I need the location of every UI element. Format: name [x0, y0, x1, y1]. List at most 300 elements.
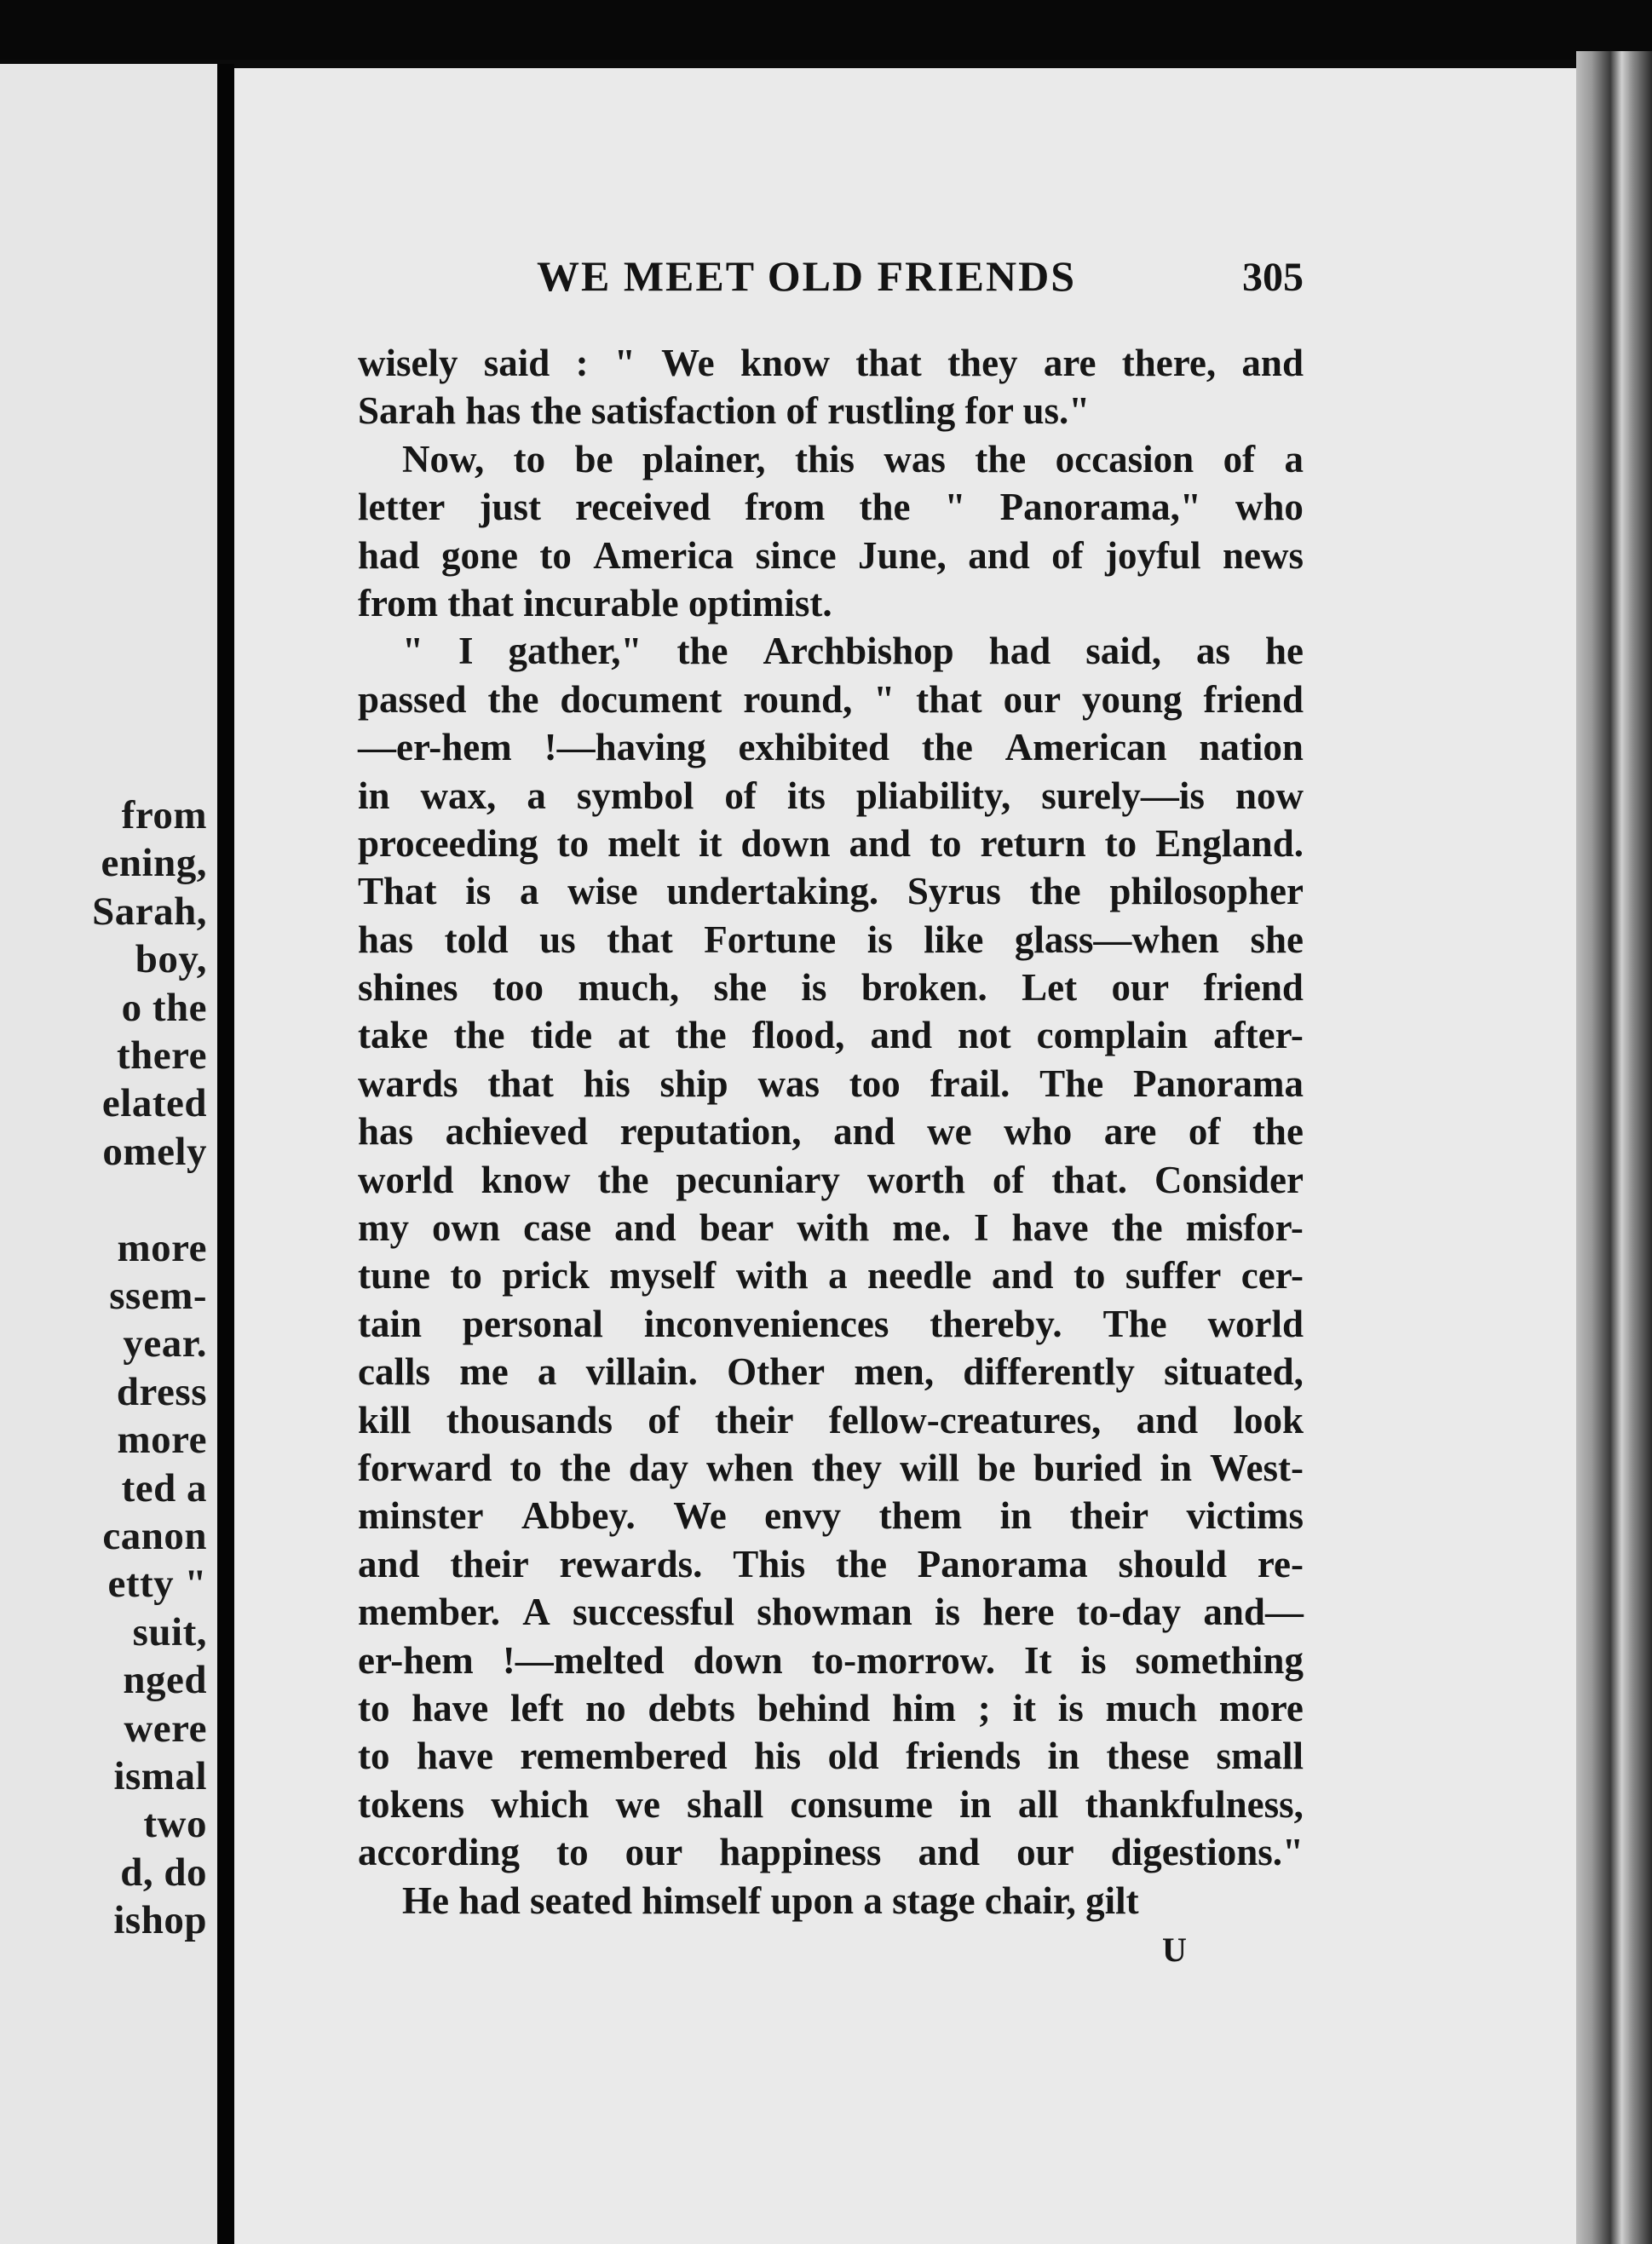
- word: our: [1111, 966, 1170, 1010]
- word: his: [583, 1062, 630, 1105]
- word: reputation,: [619, 1110, 802, 1154]
- left-page-line: Sarah,: [92, 889, 207, 934]
- left-page-line: more: [117, 1418, 207, 1463]
- word: ship: [659, 1062, 728, 1105]
- word: the: [836, 1542, 887, 1585]
- word: take: [358, 1014, 429, 1057]
- text-line: Sarah has the satisfaction of rustling for us.": [358, 389, 1091, 433]
- word: they: [811, 1446, 882, 1489]
- text-line: [358, 1300, 1304, 1348]
- word: of: [648, 1398, 680, 1441]
- word: showman: [757, 1591, 912, 1634]
- word: has: [358, 1110, 414, 1154]
- word: are: [1103, 1110, 1157, 1154]
- word: me.: [892, 1206, 951, 1250]
- word: and: [833, 1110, 895, 1154]
- text-line: [358, 435, 1304, 483]
- word: these: [1106, 1735, 1190, 1778]
- word: as: [1195, 630, 1230, 673]
- word: that.: [1051, 1158, 1128, 1201]
- word: joyful: [1105, 533, 1201, 577]
- word: ": [613, 342, 636, 384]
- word: prick: [502, 1254, 590, 1297]
- left-page-line: year.: [123, 1321, 207, 1367]
- word: successful: [573, 1591, 735, 1634]
- text-line: [358, 1108, 1304, 1155]
- word: the: [487, 677, 539, 721]
- word: Other: [727, 1350, 826, 1394]
- word: Panorama: [1133, 1062, 1304, 1105]
- word: much: [1105, 1686, 1197, 1729]
- word: fellow-creatures,: [828, 1398, 1102, 1441]
- word: I: [458, 630, 474, 673]
- word: The: [1102, 1302, 1167, 1345]
- word: a: [537, 1350, 557, 1394]
- word: of: [1188, 1110, 1221, 1154]
- word: to-day: [1076, 1591, 1182, 1634]
- word: has: [358, 918, 414, 961]
- word: buried: [1033, 1446, 1143, 1489]
- word: it: [699, 821, 722, 865]
- word: who: [1004, 1110, 1073, 1154]
- word: and—: [1203, 1591, 1304, 1634]
- word: member.: [358, 1591, 501, 1634]
- word: and: [968, 533, 1030, 577]
- text-line: [358, 1684, 1304, 1732]
- text-line: [358, 339, 1304, 387]
- word: thereby.: [930, 1302, 1062, 1345]
- word: it: [1012, 1686, 1036, 1729]
- word: —er-hem: [358, 726, 512, 769]
- word: case: [523, 1206, 592, 1250]
- word: tide: [530, 1014, 593, 1057]
- text-line: [358, 964, 1304, 1011]
- word: happiness: [719, 1831, 882, 1874]
- word: be: [574, 437, 613, 480]
- word: in: [358, 774, 390, 817]
- word: plainer,: [642, 437, 766, 480]
- word: re-: [1257, 1542, 1304, 1585]
- word: tokens: [358, 1782, 465, 1826]
- text-line: [358, 532, 1304, 579]
- word: and: [849, 821, 912, 865]
- word: friend: [1203, 677, 1304, 721]
- word: passed: [358, 677, 467, 721]
- word: of: [992, 1158, 1025, 1201]
- word: know: [481, 1158, 571, 1201]
- word: kill: [358, 1398, 412, 1441]
- word: wisely: [358, 342, 458, 384]
- word: Archbishop: [763, 630, 954, 673]
- text-line: [358, 820, 1304, 867]
- word: to: [1073, 1254, 1106, 1297]
- word: gather,": [508, 630, 642, 673]
- word: We: [661, 342, 715, 384]
- word: with: [735, 1254, 809, 1297]
- word: occasion: [1055, 437, 1194, 480]
- word: news: [1222, 533, 1304, 577]
- text-line: [358, 1396, 1304, 1444]
- word: wards: [358, 1062, 458, 1105]
- word: there,: [1121, 342, 1217, 384]
- word: situated,: [1164, 1350, 1304, 1394]
- word: the: [975, 437, 1027, 480]
- word: suffer: [1125, 1254, 1222, 1297]
- text-line: [358, 1060, 1304, 1108]
- word: and: [614, 1206, 676, 1250]
- word: a: [828, 1254, 848, 1297]
- word: men,: [854, 1350, 935, 1394]
- word: to: [509, 1446, 542, 1489]
- word: they: [947, 342, 1018, 384]
- word: received: [575, 486, 711, 529]
- left-page-line: ening,: [101, 841, 207, 886]
- word: young: [1082, 677, 1183, 721]
- left-page-line: more: [117, 1225, 207, 1270]
- word: all: [1017, 1782, 1059, 1826]
- word: wax,: [420, 774, 497, 817]
- page-number: 305: [1242, 255, 1304, 300]
- word: bear: [699, 1206, 774, 1250]
- word: gone: [440, 533, 518, 577]
- word: to: [539, 533, 572, 577]
- word: the: [676, 630, 728, 673]
- word: we: [927, 1110, 972, 1154]
- text-line: from that incurable optimist.: [358, 581, 832, 624]
- text-line: He had seated himself upon a stage chair, gilt: [402, 1879, 1139, 1922]
- text-line: [358, 1781, 1304, 1828]
- word: its: [786, 774, 826, 817]
- word: left: [509, 1686, 564, 1729]
- left-page-line: two: [143, 1802, 207, 1847]
- word: remembered: [520, 1735, 728, 1778]
- word: have: [1011, 1206, 1089, 1250]
- text-line: [358, 1540, 1304, 1588]
- word: and: [1241, 342, 1304, 384]
- word: pecuniary: [676, 1158, 840, 1201]
- word: melt: [607, 821, 681, 865]
- word: wise: [567, 870, 638, 913]
- word: the: [559, 1446, 611, 1489]
- word: the: [921, 726, 973, 769]
- word: cer-: [1240, 1254, 1304, 1297]
- left-page-line: etty ": [107, 1562, 207, 1607]
- word: :: [575, 342, 589, 384]
- word: a: [1284, 437, 1304, 480]
- word: inconveniences: [643, 1302, 889, 1345]
- word: the: [1252, 1110, 1304, 1154]
- text-line: [358, 1732, 1304, 1780]
- word: that: [916, 677, 982, 721]
- word: our: [1016, 1831, 1074, 1874]
- word: digestions.": [1110, 1831, 1304, 1874]
- word: me: [459, 1350, 509, 1394]
- word: and: [1136, 1398, 1199, 1441]
- left-page-line: ishop: [113, 1898, 207, 1943]
- text-line: [358, 1156, 1304, 1204]
- left-page-line: elated: [101, 1081, 207, 1126]
- word: minster: [358, 1494, 484, 1538]
- word: had: [358, 533, 420, 577]
- word: world: [358, 1158, 454, 1201]
- word: proceeding: [358, 821, 538, 865]
- word: Syrus: [907, 870, 1001, 913]
- word: !—melted: [502, 1638, 665, 1682]
- word: rewards.: [559, 1542, 703, 1585]
- word: A: [522, 1591, 550, 1634]
- word: ": [873, 677, 895, 721]
- left-page-line: omely: [102, 1129, 207, 1174]
- word: since: [755, 533, 837, 577]
- word: to: [358, 1735, 390, 1778]
- word: which: [491, 1782, 590, 1826]
- word: the: [859, 486, 911, 529]
- left-page-line: suit,: [132, 1609, 207, 1654]
- word: their: [450, 1542, 529, 1585]
- word: a: [527, 774, 546, 817]
- word: too: [849, 1062, 901, 1105]
- word: much,: [578, 966, 680, 1010]
- word: and: [918, 1831, 981, 1874]
- word: We: [673, 1494, 727, 1538]
- word: friends: [906, 1735, 1022, 1778]
- word: to: [556, 821, 590, 865]
- word: personal: [462, 1302, 603, 1345]
- word: in: [1047, 1735, 1080, 1778]
- word: nation: [1199, 726, 1304, 769]
- word: according: [358, 1831, 520, 1874]
- word: calls: [358, 1350, 430, 1394]
- word: now: [1235, 774, 1304, 817]
- left-page-line: dress: [116, 1369, 207, 1414]
- word: our: [1003, 677, 1062, 721]
- text-line: [358, 1828, 1304, 1876]
- word: him: [892, 1686, 957, 1729]
- text-line: [358, 1444, 1304, 1492]
- word: Panorama,": [999, 486, 1201, 529]
- word: be: [976, 1446, 1016, 1489]
- word: is: [1080, 1638, 1107, 1682]
- word: worth: [866, 1158, 965, 1201]
- word: pliability,: [855, 774, 1011, 817]
- word: er-hem: [358, 1638, 474, 1682]
- word: Panorama: [917, 1542, 1088, 1585]
- word: friend: [1203, 966, 1304, 1010]
- word: misfor-: [1185, 1206, 1304, 1250]
- word: differently: [963, 1350, 1135, 1394]
- text-line: [358, 772, 1304, 820]
- text-line: [358, 676, 1304, 723]
- word: this: [794, 437, 855, 480]
- word: symbol: [576, 774, 694, 817]
- word: look: [1233, 1398, 1304, 1441]
- book-gutter: [217, 64, 234, 2244]
- word: is: [866, 918, 893, 961]
- text-line: [358, 1251, 1304, 1299]
- word: exhibited: [738, 726, 889, 769]
- word: of: [1223, 437, 1256, 480]
- left-page-line: were: [124, 1706, 207, 1751]
- signature-mark: U: [1162, 1930, 1187, 1969]
- text-line: [358, 867, 1304, 915]
- word: needle: [867, 1254, 972, 1297]
- word: the: [597, 1158, 649, 1201]
- page-edge: [1576, 51, 1652, 2244]
- text-line: [358, 1204, 1304, 1251]
- word: their: [1069, 1494, 1149, 1538]
- word: to: [556, 1831, 589, 1874]
- word: round,: [743, 677, 853, 721]
- word: told: [444, 918, 509, 961]
- word: I: [974, 1206, 989, 1250]
- word: she: [713, 966, 768, 1010]
- word: forward: [358, 1446, 492, 1489]
- word: own: [432, 1206, 501, 1250]
- word: from: [745, 486, 826, 529]
- left-page-fragment: [0, 64, 217, 2244]
- word: villain.: [585, 1350, 698, 1394]
- left-page-line: ismal: [113, 1754, 207, 1798]
- word: here: [982, 1591, 1055, 1634]
- word: world: [1207, 1302, 1304, 1345]
- word: return: [980, 821, 1086, 865]
- word: know: [740, 342, 830, 384]
- word: is: [801, 966, 827, 1010]
- word: June,: [858, 533, 947, 577]
- text-line: [358, 1348, 1304, 1395]
- word: ": [944, 486, 966, 529]
- word: debts: [648, 1686, 735, 1729]
- text-line: [358, 1011, 1304, 1059]
- word: our: [625, 1831, 683, 1874]
- word: was: [884, 437, 946, 480]
- word: that: [607, 918, 673, 961]
- text-line: [358, 1588, 1304, 1636]
- text-line: [358, 627, 1304, 675]
- word: philosopher: [1109, 870, 1304, 913]
- word: Abbey.: [521, 1494, 636, 1538]
- word: down: [693, 1638, 783, 1682]
- word: glass—when: [1014, 918, 1219, 961]
- word: complain: [1036, 1014, 1189, 1057]
- word: undertaking.: [666, 870, 879, 913]
- body-text: [358, 339, 1304, 1925]
- word: with: [797, 1206, 870, 1250]
- left-page-line: ted a: [121, 1465, 207, 1510]
- word: Consider: [1154, 1158, 1304, 1201]
- word: thankfulness,: [1085, 1782, 1304, 1826]
- word: at: [618, 1014, 650, 1057]
- word: !—having: [544, 726, 706, 769]
- word: the: [1111, 1206, 1163, 1250]
- word: and: [870, 1014, 933, 1057]
- word: small: [1216, 1735, 1304, 1778]
- text-line: [358, 1492, 1304, 1539]
- word: tune: [358, 1254, 431, 1297]
- word: in: [999, 1494, 1033, 1538]
- word: she: [1250, 918, 1304, 961]
- word: West-: [1209, 1446, 1304, 1489]
- word: It: [1023, 1638, 1052, 1682]
- word: myself: [609, 1254, 717, 1297]
- word: to: [1104, 821, 1137, 865]
- word: of: [724, 774, 757, 817]
- word: American: [1004, 726, 1167, 769]
- left-page-line: canon: [102, 1514, 207, 1558]
- left-page-line: ssem-: [109, 1274, 207, 1318]
- word: old: [827, 1735, 879, 1778]
- left-page-line: there: [116, 1033, 207, 1078]
- word: is: [465, 870, 492, 913]
- word: that: [487, 1062, 554, 1105]
- word: down: [740, 821, 831, 865]
- word: ;: [977, 1686, 991, 1729]
- word: like: [924, 918, 984, 961]
- word: in: [1160, 1446, 1192, 1489]
- word: That: [358, 870, 437, 913]
- word: my: [358, 1206, 409, 1250]
- left-page-line: nged: [123, 1658, 207, 1703]
- word: to: [450, 1254, 482, 1297]
- word: his: [754, 1735, 802, 1778]
- word: too: [492, 966, 544, 1010]
- word: a: [519, 870, 539, 913]
- word: just: [479, 486, 541, 529]
- word: the: [1029, 870, 1081, 913]
- left-page-line: from: [121, 793, 207, 837]
- word: ": [402, 630, 423, 673]
- word: Let: [1022, 966, 1078, 1010]
- word: we: [615, 1782, 660, 1826]
- word: America: [593, 533, 734, 577]
- word: England.: [1155, 821, 1304, 865]
- scan-background-top: [0, 0, 1652, 60]
- word: consume: [790, 1782, 933, 1826]
- left-page-line: boy,: [135, 937, 207, 982]
- left-page-line: o the: [121, 985, 207, 1030]
- word: more: [1218, 1686, 1304, 1729]
- word: flood,: [751, 1014, 845, 1057]
- word: behind: [757, 1686, 871, 1729]
- word: no: [585, 1686, 626, 1729]
- word: who: [1235, 486, 1304, 529]
- word: to: [930, 821, 962, 865]
- word: shines: [358, 966, 458, 1010]
- word: and: [991, 1254, 1054, 1297]
- word: to: [513, 437, 546, 480]
- word: that: [855, 342, 922, 384]
- word: is: [935, 1591, 961, 1634]
- word: to: [358, 1686, 390, 1729]
- running-title: WE MEET OLD FRIENDS: [537, 252, 1077, 300]
- word: should: [1118, 1542, 1228, 1585]
- word: he: [1264, 630, 1304, 673]
- word: when: [705, 1446, 794, 1489]
- word: Fortune: [704, 918, 837, 961]
- word: the: [453, 1014, 505, 1057]
- word: achieved: [445, 1110, 589, 1154]
- word: document: [560, 677, 722, 721]
- word: after-: [1213, 1014, 1304, 1057]
- word: said: [483, 342, 550, 384]
- text-line: [358, 1637, 1304, 1684]
- word: their: [715, 1398, 794, 1441]
- word: The: [1039, 1062, 1104, 1105]
- text-line: [358, 483, 1304, 531]
- word: are: [1043, 342, 1097, 384]
- word: surely—is: [1041, 774, 1205, 817]
- word: was: [757, 1062, 820, 1105]
